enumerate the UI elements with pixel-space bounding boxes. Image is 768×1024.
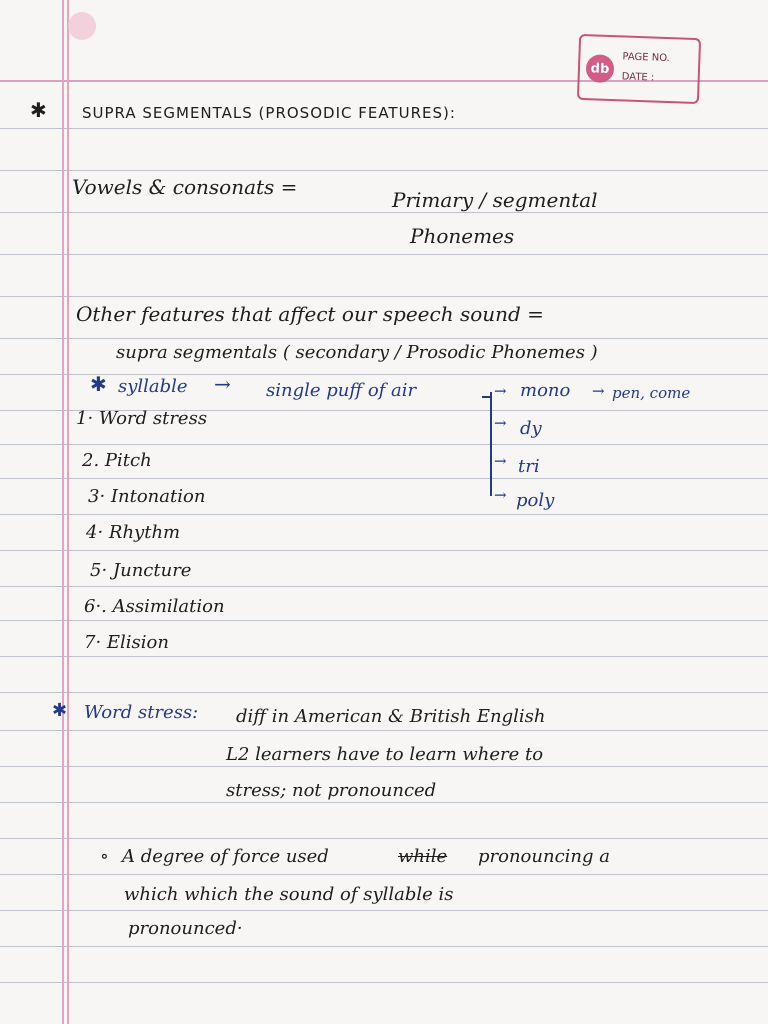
branch-mono-example: pen, come bbox=[612, 384, 691, 402]
rule bbox=[0, 656, 768, 657]
list-item: 4· Rhythm bbox=[86, 522, 181, 543]
branch-tri: tri bbox=[518, 456, 540, 477]
date-label: DATE : bbox=[621, 71, 655, 84]
list-item: 2. Pitch bbox=[82, 450, 152, 471]
page-no-label: PAGE NO. bbox=[622, 51, 671, 65]
rule bbox=[0, 838, 768, 839]
branch-poly: poly bbox=[516, 490, 555, 511]
rule bbox=[0, 212, 768, 213]
rule bbox=[0, 620, 768, 621]
rule bbox=[0, 730, 768, 731]
arrow-right-icon: → bbox=[214, 372, 231, 396]
rule bbox=[0, 982, 768, 983]
rule bbox=[0, 550, 768, 551]
rule bbox=[0, 478, 768, 479]
syllable-branch-brace bbox=[490, 392, 492, 496]
rule bbox=[0, 946, 768, 947]
branch-di: dy bbox=[520, 418, 542, 439]
list-item: 7· Elision bbox=[84, 632, 169, 653]
word-stress-line2: L2 learners have to learn where to bbox=[226, 744, 544, 765]
db-logo: db bbox=[586, 54, 615, 83]
arrow-right-icon: → bbox=[494, 382, 507, 400]
definition-line2: which which the sound of syllable is bbox=[124, 884, 454, 905]
rule bbox=[0, 586, 768, 587]
rule bbox=[0, 128, 768, 129]
list-item: 5· Juncture bbox=[90, 560, 192, 581]
definition-struck-word: while bbox=[398, 846, 448, 867]
other-features-line: Other features that affect our speech sound = bbox=[76, 302, 544, 326]
word-stress-heading: Word stress: bbox=[84, 702, 199, 723]
bullet-vowels: Vowels & consonats = bbox=[72, 175, 298, 199]
margin-line bbox=[62, 0, 64, 1024]
rule bbox=[0, 254, 768, 255]
arrow-right-icon: → bbox=[494, 486, 507, 504]
branch-mono: mono bbox=[520, 380, 571, 401]
word-stress-text: diff in American & British English bbox=[236, 706, 546, 727]
asterisk-icon: ✱ bbox=[30, 98, 47, 122]
word-stress-line3: stress; not pronounced bbox=[226, 780, 437, 801]
arrow-right-icon: → bbox=[592, 382, 605, 400]
arrow-right-icon: → bbox=[494, 414, 507, 432]
margin-line bbox=[67, 0, 69, 1024]
rule bbox=[0, 338, 768, 339]
asterisk-icon: ✱ bbox=[90, 372, 107, 396]
rule bbox=[0, 296, 768, 297]
list-item: 1· Word stress bbox=[76, 408, 208, 429]
page-number-stamp bbox=[577, 34, 701, 104]
syllable-label: syllable bbox=[118, 376, 188, 397]
rule bbox=[0, 444, 768, 445]
phonemes-word: Phonemes bbox=[410, 224, 515, 248]
rule bbox=[0, 802, 768, 803]
arrow-right-icon: → bbox=[494, 452, 507, 470]
rule bbox=[0, 910, 768, 911]
rule bbox=[0, 374, 768, 375]
page-title: SUPRA SEGMENTALS (PROSODIC FEATURES): bbox=[82, 104, 456, 122]
rule bbox=[0, 766, 768, 767]
list-item: 3· Intonation bbox=[88, 486, 206, 507]
definition-line1a: A degree of force used bbox=[122, 846, 329, 867]
rule bbox=[0, 874, 768, 875]
bullet-icon: ∘ bbox=[100, 846, 109, 867]
definition-line1b: pronouncing a bbox=[478, 846, 610, 867]
rule bbox=[0, 170, 768, 171]
rule bbox=[0, 692, 768, 693]
asterisk-icon: ✱ bbox=[52, 700, 68, 721]
rule bbox=[0, 514, 768, 515]
primary-segmental: Primary / segmental bbox=[392, 188, 598, 212]
syllable-definition: single puff of air bbox=[266, 380, 417, 401]
suprasegmentals-line: supra segmentals ( secondary / Prosodic Phonemes ) bbox=[116, 342, 598, 363]
db-watermark-logo bbox=[68, 12, 96, 40]
list-item: 6·. Assimilation bbox=[84, 596, 225, 617]
definition-line3: pronounced· bbox=[128, 918, 243, 939]
